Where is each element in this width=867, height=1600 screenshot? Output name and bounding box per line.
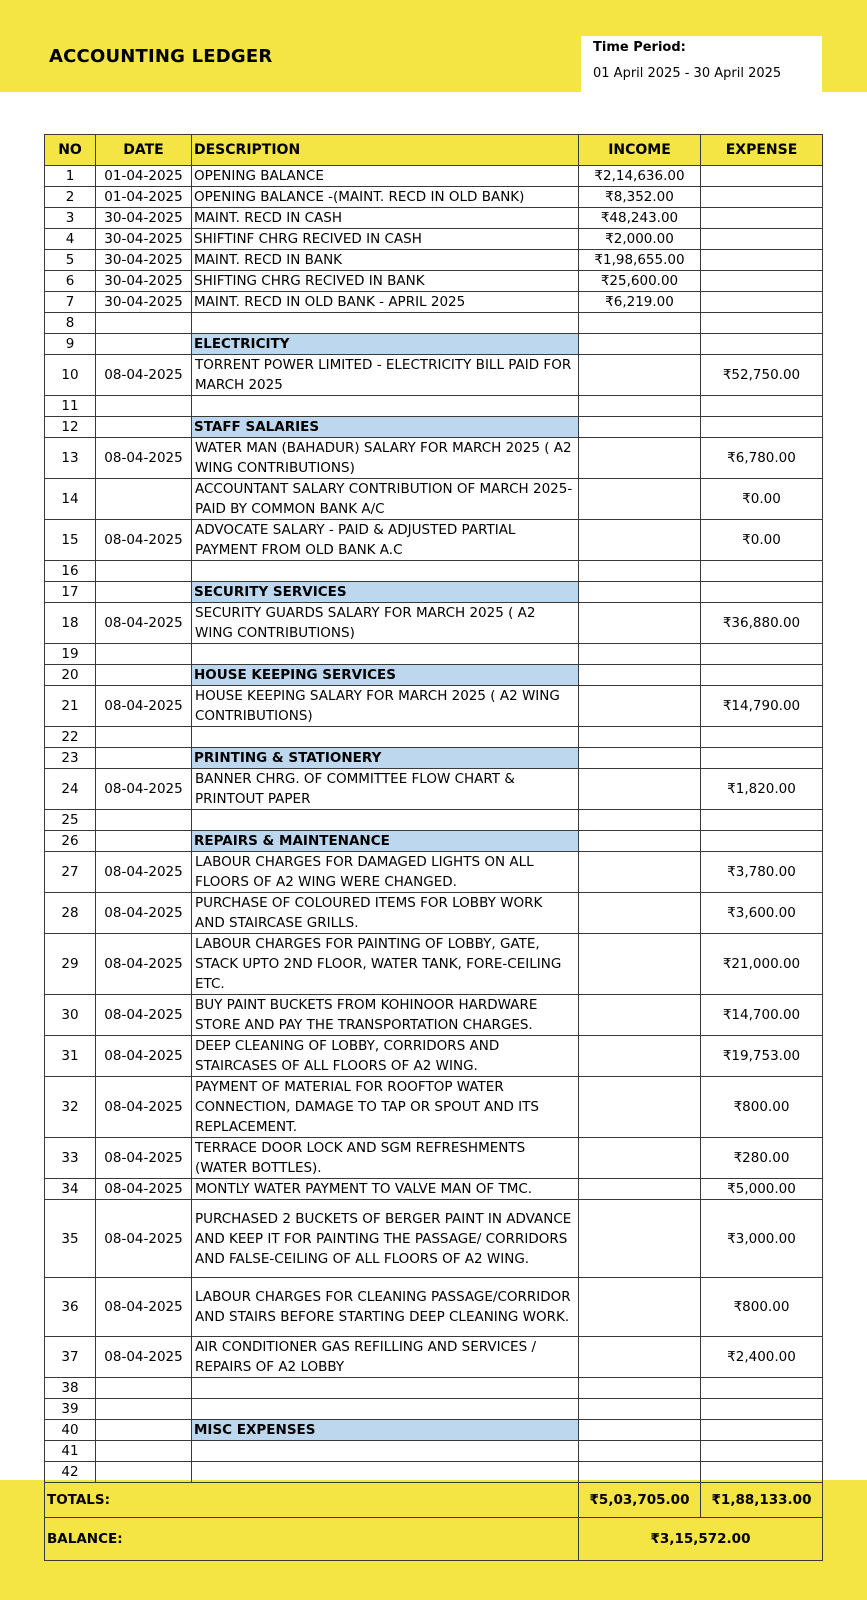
row-expense bbox=[701, 292, 823, 313]
table-row bbox=[45, 1462, 823, 1483]
row-date bbox=[96, 396, 192, 417]
row-no: 12 bbox=[45, 417, 96, 438]
table-row bbox=[45, 1399, 823, 1420]
row-income bbox=[579, 934, 701, 995]
row-no: 7 bbox=[45, 292, 96, 313]
row-no: 39 bbox=[45, 1399, 96, 1420]
row-expense bbox=[701, 665, 823, 686]
row-income bbox=[579, 1200, 701, 1278]
row-income bbox=[579, 810, 701, 831]
row-description: BANNER CHRG. OF COMMITTEE FLOW CHART & PRINTOUT PAPER bbox=[192, 769, 579, 810]
row-description bbox=[192, 1462, 579, 1483]
row-description: MISC EXPENSES bbox=[192, 1420, 579, 1441]
row-date: 30-04-2025 bbox=[96, 208, 192, 229]
row-expense bbox=[701, 187, 823, 208]
row-expense: ₹3,000.00 bbox=[701, 1200, 823, 1278]
row-date: 08-04-2025 bbox=[96, 1138, 192, 1179]
table-row bbox=[45, 1138, 823, 1179]
balance-label: BALANCE: bbox=[45, 1518, 579, 1561]
row-no: 5 bbox=[45, 250, 96, 271]
totals-label: TOTALS: bbox=[45, 1483, 579, 1518]
row-description: SECURITY SERVICES bbox=[192, 582, 579, 603]
table-row bbox=[45, 995, 823, 1036]
row-income bbox=[579, 417, 701, 438]
row-expense: ₹2,400.00 bbox=[701, 1337, 823, 1378]
table-row bbox=[45, 1441, 823, 1462]
row-no: 4 bbox=[45, 229, 96, 250]
row-expense bbox=[701, 1441, 823, 1462]
row-date bbox=[96, 334, 192, 355]
row-expense: ₹14,700.00 bbox=[701, 995, 823, 1036]
row-income: ₹1,98,655.00 bbox=[579, 250, 701, 271]
row-expense bbox=[701, 831, 823, 852]
row-description: HOUSE KEEPING SERVICES bbox=[192, 665, 579, 686]
row-description: MAINT. RECD IN BANK bbox=[192, 250, 579, 271]
table-row bbox=[45, 250, 823, 271]
row-description: PRINTING & STATIONERY bbox=[192, 748, 579, 769]
row-description bbox=[192, 810, 579, 831]
row-no: 6 bbox=[45, 271, 96, 292]
row-description: OPENING BALANCE -(MAINT. RECD IN OLD BANK) bbox=[192, 187, 579, 208]
row-expense: ₹3,600.00 bbox=[701, 893, 823, 934]
row-no: 2 bbox=[45, 187, 96, 208]
row-expense: ₹36,880.00 bbox=[701, 603, 823, 644]
table-row bbox=[45, 208, 823, 229]
row-no: 18 bbox=[45, 603, 96, 644]
row-expense bbox=[701, 582, 823, 603]
row-no: 29 bbox=[45, 934, 96, 995]
row-date bbox=[96, 1378, 192, 1399]
table-row bbox=[45, 603, 823, 644]
row-no: 32 bbox=[45, 1077, 96, 1138]
row-income bbox=[579, 769, 701, 810]
row-income bbox=[579, 1441, 701, 1462]
row-description: PURCHASED 2 BUCKETS OF BERGER PAINT IN ADVANCE AND KEEP IT FOR PAINTING THE PASSAGE/ CORRIDORS AND FALSE-CEILING OF ALL FLOORS OF A2 WING. bbox=[192, 1200, 579, 1278]
row-date: 30-04-2025 bbox=[96, 292, 192, 313]
row-income: ₹8,352.00 bbox=[579, 187, 701, 208]
row-description: AIR CONDITIONER GAS REFILLING AND SERVICES / REPAIRS OF A2 LOBBY bbox=[192, 1337, 579, 1378]
table-row bbox=[45, 1378, 823, 1399]
row-no: 35 bbox=[45, 1200, 96, 1278]
table-row bbox=[45, 1420, 823, 1441]
row-no: 17 bbox=[45, 582, 96, 603]
row-expense bbox=[701, 644, 823, 665]
table-row bbox=[45, 769, 823, 810]
row-no: 1 bbox=[45, 166, 96, 187]
table-row bbox=[45, 479, 823, 520]
row-date: 08-04-2025 bbox=[96, 603, 192, 644]
row-date bbox=[96, 1441, 192, 1462]
table-row bbox=[45, 1179, 823, 1200]
row-expense bbox=[701, 250, 823, 271]
row-no: 40 bbox=[45, 1420, 96, 1441]
row-expense bbox=[701, 1462, 823, 1483]
table-row bbox=[45, 665, 823, 686]
row-date bbox=[96, 1399, 192, 1420]
row-date: 01-04-2025 bbox=[96, 187, 192, 208]
table-row bbox=[45, 229, 823, 250]
balance-value: ₹3,15,572.00 bbox=[579, 1518, 823, 1561]
row-expense: ₹280.00 bbox=[701, 1138, 823, 1179]
row-date bbox=[96, 582, 192, 603]
row-date: 08-04-2025 bbox=[96, 1036, 192, 1077]
row-description bbox=[192, 1399, 579, 1420]
col-header-date: DATE bbox=[96, 135, 192, 166]
table-row bbox=[45, 271, 823, 292]
row-no: 26 bbox=[45, 831, 96, 852]
table-row bbox=[45, 644, 823, 665]
row-no: 14 bbox=[45, 479, 96, 520]
row-no: 8 bbox=[45, 313, 96, 334]
row-no: 30 bbox=[45, 995, 96, 1036]
row-income bbox=[579, 438, 701, 479]
page-title: ACCOUNTING LEDGER bbox=[49, 46, 273, 67]
row-description bbox=[192, 1378, 579, 1399]
row-expense: ₹1,820.00 bbox=[701, 769, 823, 810]
row-date: 08-04-2025 bbox=[96, 934, 192, 995]
row-expense bbox=[701, 229, 823, 250]
row-expense: ₹800.00 bbox=[701, 1278, 823, 1337]
row-income bbox=[579, 831, 701, 852]
row-income bbox=[579, 852, 701, 893]
row-no: 27 bbox=[45, 852, 96, 893]
col-header-description: DESCRIPTION bbox=[192, 135, 579, 166]
totals-row bbox=[45, 1483, 823, 1518]
row-income: ₹2,000.00 bbox=[579, 229, 701, 250]
row-income bbox=[579, 1278, 701, 1337]
table-row bbox=[45, 313, 823, 334]
row-description: REPAIRS & MAINTENANCE bbox=[192, 831, 579, 852]
row-expense: ₹800.00 bbox=[701, 1077, 823, 1138]
row-date: 08-04-2025 bbox=[96, 852, 192, 893]
table-row bbox=[45, 292, 823, 313]
time-period-value: 01 April 2025 - 30 April 2025 bbox=[593, 66, 782, 81]
time-period-box bbox=[581, 36, 822, 92]
row-no: 42 bbox=[45, 1462, 96, 1483]
row-description: LABOUR CHARGES FOR CLEANING PASSAGE/CORRIDOR AND STAIRS BEFORE STARTING DEEP CLEANING WORK. bbox=[192, 1278, 579, 1337]
time-period-label: Time Period: bbox=[593, 40, 686, 55]
row-income bbox=[579, 582, 701, 603]
row-expense: ₹21,000.00 bbox=[701, 934, 823, 995]
row-description: PURCHASE OF COLOURED ITEMS FOR LOBBY WORK AND STAIRCASE GRILLS. bbox=[192, 893, 579, 934]
row-date bbox=[96, 313, 192, 334]
row-income: ₹25,600.00 bbox=[579, 271, 701, 292]
row-income bbox=[579, 995, 701, 1036]
row-no: 16 bbox=[45, 561, 96, 582]
table-row bbox=[45, 893, 823, 934]
row-expense: ₹0.00 bbox=[701, 479, 823, 520]
row-date: 08-04-2025 bbox=[96, 355, 192, 396]
row-income bbox=[579, 1179, 701, 1200]
row-description: MAINT. RECD IN OLD BANK - APRIL 2025 bbox=[192, 292, 579, 313]
row-date bbox=[96, 417, 192, 438]
table-row bbox=[45, 187, 823, 208]
row-description: MONTLY WATER PAYMENT TO VALVE MAN OF TMC. bbox=[192, 1179, 579, 1200]
row-date: 08-04-2025 bbox=[96, 1200, 192, 1278]
row-no: 19 bbox=[45, 644, 96, 665]
row-expense: ₹52,750.00 bbox=[701, 355, 823, 396]
row-income bbox=[579, 355, 701, 396]
header-row bbox=[45, 135, 823, 166]
row-income bbox=[579, 727, 701, 748]
row-description bbox=[192, 644, 579, 665]
row-date bbox=[96, 479, 192, 520]
table-row bbox=[45, 1077, 823, 1138]
row-expense bbox=[701, 417, 823, 438]
row-expense bbox=[701, 334, 823, 355]
row-income bbox=[579, 561, 701, 582]
row-description bbox=[192, 1441, 579, 1462]
row-no: 31 bbox=[45, 1036, 96, 1077]
table-row bbox=[45, 852, 823, 893]
row-date: 08-04-2025 bbox=[96, 438, 192, 479]
row-no: 28 bbox=[45, 893, 96, 934]
row-date: 08-04-2025 bbox=[96, 1179, 192, 1200]
row-description: SECURITY GUARDS SALARY FOR MARCH 2025 ( A2 WING CONTRIBUTIONS) bbox=[192, 603, 579, 644]
row-no: 36 bbox=[45, 1278, 96, 1337]
total-expense: ₹1,88,133.00 bbox=[701, 1483, 823, 1518]
table-row bbox=[45, 686, 823, 727]
table-row bbox=[45, 1200, 823, 1278]
col-header-income: INCOME bbox=[579, 135, 701, 166]
row-description: SHIFTING CHRG RECIVED IN BANK bbox=[192, 271, 579, 292]
row-no: 24 bbox=[45, 769, 96, 810]
row-description: SHIFTINF CHRG RECIVED IN CASH bbox=[192, 229, 579, 250]
row-description: TORRENT POWER LIMITED - ELECTRICITY BILL PAID FOR MARCH 2025 bbox=[192, 355, 579, 396]
row-income bbox=[579, 479, 701, 520]
row-no: 41 bbox=[45, 1441, 96, 1462]
row-date: 01-04-2025 bbox=[96, 166, 192, 187]
table-row bbox=[45, 810, 823, 831]
row-income bbox=[579, 396, 701, 417]
row-description: LABOUR CHARGES FOR DAMAGED LIGHTS ON ALL FLOORS OF A2 WING WERE CHANGED. bbox=[192, 852, 579, 893]
table-row bbox=[45, 334, 823, 355]
row-description: TERRACE DOOR LOCK AND SGM REFRESHMENTS (WATER BOTTLES). bbox=[192, 1138, 579, 1179]
row-description: MAINT. RECD IN CASH bbox=[192, 208, 579, 229]
row-income bbox=[579, 1077, 701, 1138]
row-income bbox=[579, 644, 701, 665]
row-date: 30-04-2025 bbox=[96, 271, 192, 292]
table-row bbox=[45, 582, 823, 603]
row-income bbox=[579, 1399, 701, 1420]
row-no: 3 bbox=[45, 208, 96, 229]
row-expense bbox=[701, 208, 823, 229]
row-no: 33 bbox=[45, 1138, 96, 1179]
row-income bbox=[579, 748, 701, 769]
row-description bbox=[192, 561, 579, 582]
row-date bbox=[96, 1462, 192, 1483]
row-expense bbox=[701, 1378, 823, 1399]
ledger-body bbox=[45, 166, 823, 1483]
row-income bbox=[579, 686, 701, 727]
table-row bbox=[45, 831, 823, 852]
table-row bbox=[45, 1337, 823, 1378]
table-row bbox=[45, 561, 823, 582]
row-no: 37 bbox=[45, 1337, 96, 1378]
row-expense bbox=[701, 166, 823, 187]
row-income bbox=[579, 603, 701, 644]
row-no: 10 bbox=[45, 355, 96, 396]
table-row bbox=[45, 520, 823, 561]
row-expense bbox=[701, 271, 823, 292]
table-row bbox=[45, 438, 823, 479]
table-row bbox=[45, 1278, 823, 1337]
row-expense bbox=[701, 313, 823, 334]
row-expense bbox=[701, 396, 823, 417]
row-date: 08-04-2025 bbox=[96, 769, 192, 810]
row-description: LABOUR CHARGES FOR PAINTING OF LOBBY, GATE, STACK UPTO 2ND FLOOR, WATER TANK, FORE-CEILING ETC. bbox=[192, 934, 579, 995]
row-income bbox=[579, 665, 701, 686]
row-date bbox=[96, 561, 192, 582]
row-description: HOUSE KEEPING SALARY FOR MARCH 2025 ( A2 WING CONTRIBUTIONS) bbox=[192, 686, 579, 727]
row-expense bbox=[701, 1420, 823, 1441]
table-row bbox=[45, 934, 823, 995]
row-expense bbox=[701, 810, 823, 831]
row-date: 08-04-2025 bbox=[96, 686, 192, 727]
row-income bbox=[579, 520, 701, 561]
row-expense: ₹5,000.00 bbox=[701, 1179, 823, 1200]
row-no: 11 bbox=[45, 396, 96, 417]
row-date: 08-04-2025 bbox=[96, 995, 192, 1036]
row-income bbox=[579, 1138, 701, 1179]
row-income bbox=[579, 313, 701, 334]
row-no: 20 bbox=[45, 665, 96, 686]
row-date: 30-04-2025 bbox=[96, 229, 192, 250]
row-income bbox=[579, 1378, 701, 1399]
row-description: DEEP CLEANING OF LOBBY, CORRIDORS AND STAIRCASES OF ALL FLOORS OF A2 WING. bbox=[192, 1036, 579, 1077]
row-no: 25 bbox=[45, 810, 96, 831]
row-no: 9 bbox=[45, 334, 96, 355]
row-description: ACCOUNTANT SALARY CONTRIBUTION OF MARCH 2025- PAID BY COMMON BANK A/C bbox=[192, 479, 579, 520]
table-row bbox=[45, 727, 823, 748]
row-income bbox=[579, 1462, 701, 1483]
row-date: 08-04-2025 bbox=[96, 1337, 192, 1378]
row-description bbox=[192, 313, 579, 334]
row-description bbox=[192, 727, 579, 748]
row-no: 22 bbox=[45, 727, 96, 748]
total-income: ₹5,03,705.00 bbox=[579, 1483, 701, 1518]
row-income bbox=[579, 1420, 701, 1441]
row-no: 23 bbox=[45, 748, 96, 769]
row-expense bbox=[701, 1399, 823, 1420]
row-date: 08-04-2025 bbox=[96, 1278, 192, 1337]
row-description: WATER MAN (BAHADUR) SALARY FOR MARCH 2025 ( A2 WING CONTRIBUTIONS) bbox=[192, 438, 579, 479]
row-date: 08-04-2025 bbox=[96, 893, 192, 934]
table-row bbox=[45, 417, 823, 438]
row-description: BUY PAINT BUCKETS FROM KOHINOOR HARDWARE STORE AND PAY THE TRANSPORTATION CHARGES. bbox=[192, 995, 579, 1036]
row-no: 15 bbox=[45, 520, 96, 561]
table-row bbox=[45, 1036, 823, 1077]
row-description: PAYMENT OF MATERIAL FOR ROOFTOP WATER CONNECTION, DAMAGE TO TAP OR SPOUT AND ITS REPLACEMENT. bbox=[192, 1077, 579, 1138]
row-income bbox=[579, 1337, 701, 1378]
row-date: 08-04-2025 bbox=[96, 520, 192, 561]
row-income bbox=[579, 1036, 701, 1077]
row-no: 38 bbox=[45, 1378, 96, 1399]
row-description: OPENING BALANCE bbox=[192, 166, 579, 187]
row-income bbox=[579, 334, 701, 355]
table-row bbox=[45, 748, 823, 769]
table-row bbox=[45, 355, 823, 396]
row-description: ADVOCATE SALARY - PAID & ADJUSTED PARTIAL PAYMENT FROM OLD BANK A.C bbox=[192, 520, 579, 561]
row-date bbox=[96, 1420, 192, 1441]
row-no: 21 bbox=[45, 686, 96, 727]
row-expense bbox=[701, 727, 823, 748]
balance-row bbox=[45, 1518, 823, 1561]
row-expense: ₹6,780.00 bbox=[701, 438, 823, 479]
ledger-table bbox=[44, 134, 823, 1561]
row-date bbox=[96, 644, 192, 665]
row-income: ₹6,219.00 bbox=[579, 292, 701, 313]
row-no: 34 bbox=[45, 1179, 96, 1200]
row-expense: ₹19,753.00 bbox=[701, 1036, 823, 1077]
col-header-expense: EXPENSE bbox=[701, 135, 823, 166]
row-description: ELECTRICITY bbox=[192, 334, 579, 355]
row-expense: ₹3,780.00 bbox=[701, 852, 823, 893]
row-date bbox=[96, 810, 192, 831]
row-date: 30-04-2025 bbox=[96, 250, 192, 271]
row-date bbox=[96, 831, 192, 852]
table-row bbox=[45, 396, 823, 417]
table-row bbox=[45, 166, 823, 187]
row-date bbox=[96, 727, 192, 748]
row-expense bbox=[701, 748, 823, 769]
row-description bbox=[192, 396, 579, 417]
row-income bbox=[579, 893, 701, 934]
row-date: 08-04-2025 bbox=[96, 1077, 192, 1138]
col-header-no: NO bbox=[45, 135, 96, 166]
row-income: ₹2,14,636.00 bbox=[579, 166, 701, 187]
row-date bbox=[96, 748, 192, 769]
row-expense bbox=[701, 561, 823, 582]
row-date bbox=[96, 665, 192, 686]
row-expense: ₹0.00 bbox=[701, 520, 823, 561]
row-description: STAFF SALARIES bbox=[192, 417, 579, 438]
row-no: 13 bbox=[45, 438, 96, 479]
row-income: ₹48,243.00 bbox=[579, 208, 701, 229]
row-expense: ₹14,790.00 bbox=[701, 686, 823, 727]
